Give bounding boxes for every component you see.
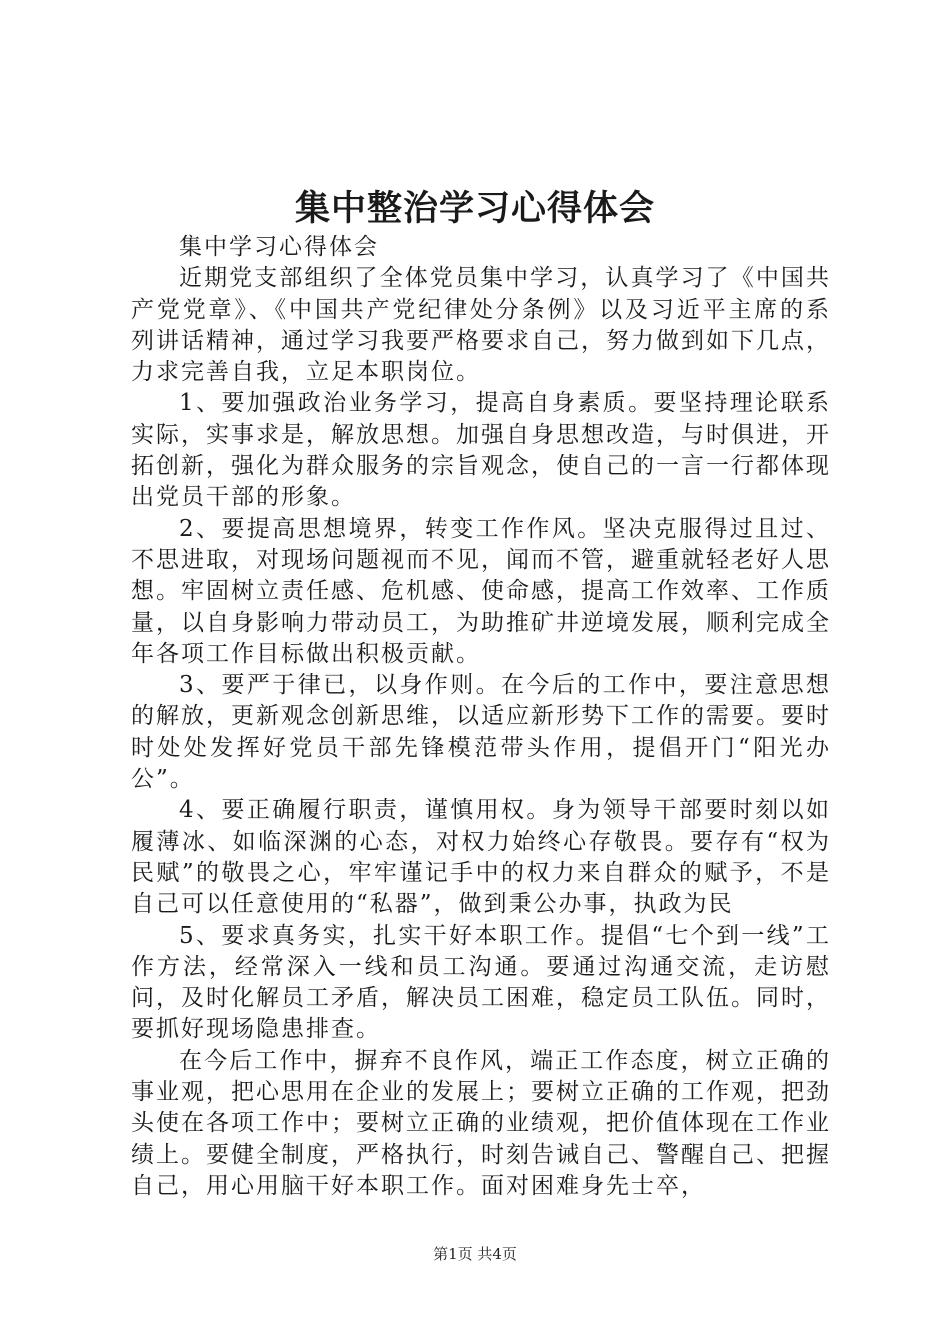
document-title: 集中整治学习心得体会 <box>294 188 655 229</box>
point-4-paragraph: 4、要正确履行职责，谨慎用权。身为领导干部要时刻以如履薄冰、如临深渊的心态，对权力始终心存敬畏。要存有“权为民赋”的敬畏之心，牢牢谨记手中的权力来自群众的赋予，不是自己可以任意使用的“私器”，做到秉公办事，执政为民 <box>131 797 831 918</box>
intro-paragraph: 近期党支部组织了全体党员集中学习，认真学习了《中国共产党党章》、《中国共产党纪律处分条例》以及习近平主席的系列讲话精神，通过学习我要严格要求自己，努力做到如下几点，力求完善自我，立足本职岗位。 <box>131 265 831 386</box>
point-3-paragraph: 3、要严于律已，以身作则。在今后的工作中，要注意思想的解放，更新观念创新思维，以适应新形势下工作的需要。要时时处处发挥好党员干部先锋模范带头作用，提倡开门“阳光办公”。 <box>131 672 831 793</box>
point-1-paragraph: 1、要加强政治业务学习，提高自身素质。要坚持理论联系实际，实事求是，解放思想。加强自身思想改造，与时俱进，开拓创新，强化为群众服务的宗旨观念，使自己的一言一行都体现出党员干部的形象。 <box>131 390 831 511</box>
conclusion-paragraph: 在今后工作中，摒弃不良作风，端正工作态度，树立正确的事业观，把心思用在企业的发展上；要树立正确的工作观，把劲头使在各项工作中；要树立正确的业绩观，把价值体现在工作业绩上。要健全制度，严格执行，时刻告诫自己、警醒自己、把握自己，用心用脑干好本职工作。面对困难身先士卒， <box>131 1047 831 1199</box>
point-5-paragraph: 5、要求真务实，扎实干好本职工作。提倡“七个到一线”工作方法，经常深入一线和员工沟通。要通过沟通交流，走访慰问，及时化解员工矛盾，解决员工困难，稳定员工队伍。同时，要抓好现场隐患排查。 <box>131 922 831 1043</box>
document-body <box>131 232 831 1202</box>
subtitle-paragraph: 集中学习心得体会 <box>179 234 379 260</box>
point-2-paragraph: 2、要提高思想境界，转变工作作风。坚决克服得过且过、不思进取，对现场问题视而不见，闻而不管，避重就轻老好人思想。牢固树立责任感、危机感、使命感，提高工作效率、工作质量，以自身影响力带动员工，为助推矿井逆境发展，顺利完成全年各项工作目标做出积极贡献。 <box>131 515 831 667</box>
page-footer: 第1页 共4页 <box>433 1245 517 1263</box>
